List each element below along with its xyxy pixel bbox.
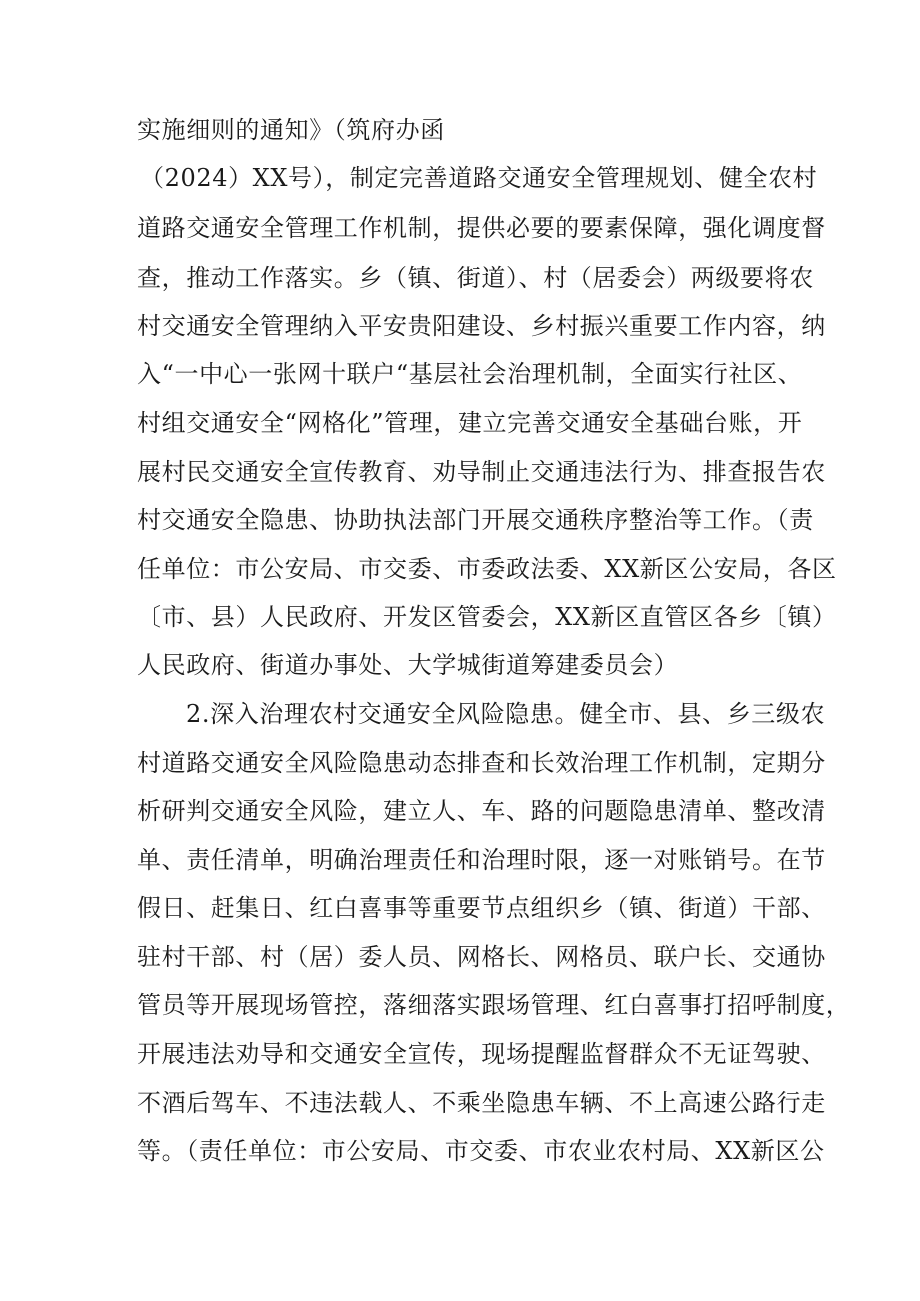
text-line: 村组交通安全“网格化”管理，建立完善交通安全基础台账，开 [137,409,803,437]
text-line: 驻村干部、村（居）委人员、网格长、网格员、联户长、交通协 [137,943,826,971]
text-line: 村道路交通安全风险隐患动态排查和长效治理工作机制，定期分 [137,749,826,777]
text-line: 假日、赶集日、红白喜事等重要节点组织乡（镇、街道）干部、 [137,894,826,922]
text-line: 开展违法劝导和交通安全宣传，现场提醒监督群众不无证驾驶、 [137,1040,826,1068]
text-line: 入“一中心一张网十联户“基层社会治理机制，全面实行社区、 [137,360,803,388]
text-line: 道路交通安全管理工作机制，提供必要的要素保障，强化调度督 [137,214,826,242]
text-line: 等。（责任单位：市公安局、市交委、市农业农村局、XX新区公 [137,1137,825,1165]
paragraph-start-line: 2.深入治理农村交通安全风险隐患。健全市、县、乡三级农 [186,700,826,728]
text-line: 人民政府、街道办事处、大学城街道筹建委员会） [137,651,679,679]
text-line: 〔市、县）人民政府、开发区管委会，XX新区直管区各乡〔镇） [137,603,837,631]
text-line: 村交通安全管理纳入平安贵阳建设、乡村振兴重要工作内容，纳 [137,312,826,340]
text-line: 实施细则的通知》（筑府办函 [137,116,445,144]
text-line: （2024）XX号），制定完善道路交通安全管理规划、健全农村 [140,164,818,192]
text-line: 管员等开展现场管控，落细落实跟场管理、红白喜事打招呼制度， [137,991,851,1019]
text-line: 不酒后驾车、不违法载人、不乘坐隐患车辆、不上高速公路行走 [137,1089,826,1117]
text-line: 查，推动工作落实。乡（镇、街道）、村（居委会）两级要将农 [137,264,814,292]
text-line: 展村民交通安全宣传教育、劝导制止交通违法行为、排查报告农 [137,458,826,486]
text-line: 村交通安全隐患、协助执法部门开展交通秩序整治等工作。（责 [137,506,814,534]
text-line: 析研判交通安全风险，建立人、车、路的问题隐患清单、整改清 [137,797,826,825]
text-line: 单、责任清单，明确治理责任和治理时限，逐一对账销号。在节 [137,846,826,874]
text-line: 任单位：市公安局、市交委、市委政法委、XX新区公安局，各区 [137,555,837,583]
